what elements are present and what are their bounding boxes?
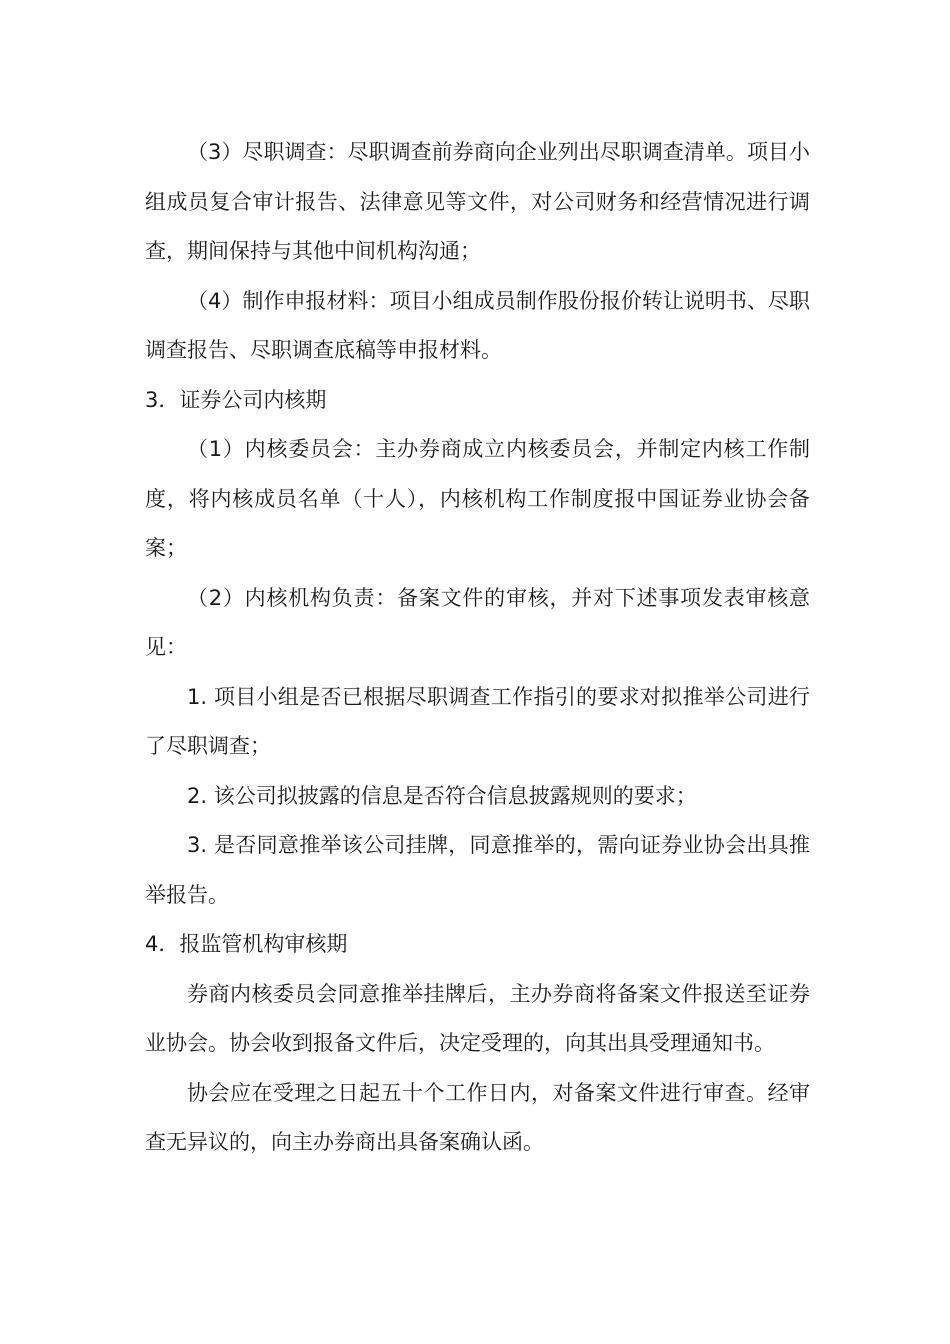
list-item-3: 3. 是否同意推举该公司挂牌，同意推举的，需向证券业协会出具推举报告。 — [145, 833, 810, 907]
list-item-2: 2. 该公司拟披露的信息是否符合信息披露规则的要求； — [187, 783, 697, 808]
paragraph-review-period: 协会应在受理之日起五十个工作日内，对备案文件进行审查。经审查无异议的，向主办券商出具备案确认函。 — [145, 1080, 810, 1154]
section-heading-regulatory-review: 4．报监管机构审核期 — [145, 932, 348, 956]
paragraph-submission: 券商内核委员会同意推举挂牌后，主办券商将备案文件报送至证券业协会。协会收到报备文件后，决定受理的，向其出具受理通知书。 — [145, 981, 810, 1055]
paragraph-application-materials: （4）制作申报材料：项目小组成员制作股份报价转让说明书、尽职调查报告、尽职调查底稿等申报材料。 — [145, 288, 810, 362]
paragraph-due-diligence: （3）尽职调查：尽职调查前券商向企业列出尽职调查清单。项目小组成员复合审计报告、法律意见等文件，对公司财务和经营情况进行调查，期间保持与其他中间机构沟通； — [145, 140, 810, 263]
list-item-1: 1. 项目小组是否已根据尽职调查工作指引的要求对拟推举公司进行了尽职调查； — [145, 684, 810, 758]
paragraph-review-committee: （1）内核委员会：主办券商成立内核委员会，并制定内核工作制度，将内核成员名单（十人），内核机构工作制度报中国证券业协会备案； — [145, 437, 810, 560]
paragraph-review-responsibility: （2）内核机构负责：备案文件的审核，并对下述事项发表审核意见： — [145, 585, 810, 659]
document-body — [145, 128, 810, 1168]
section-heading-internal-review: 3．证券公司内核期 — [145, 387, 327, 412]
